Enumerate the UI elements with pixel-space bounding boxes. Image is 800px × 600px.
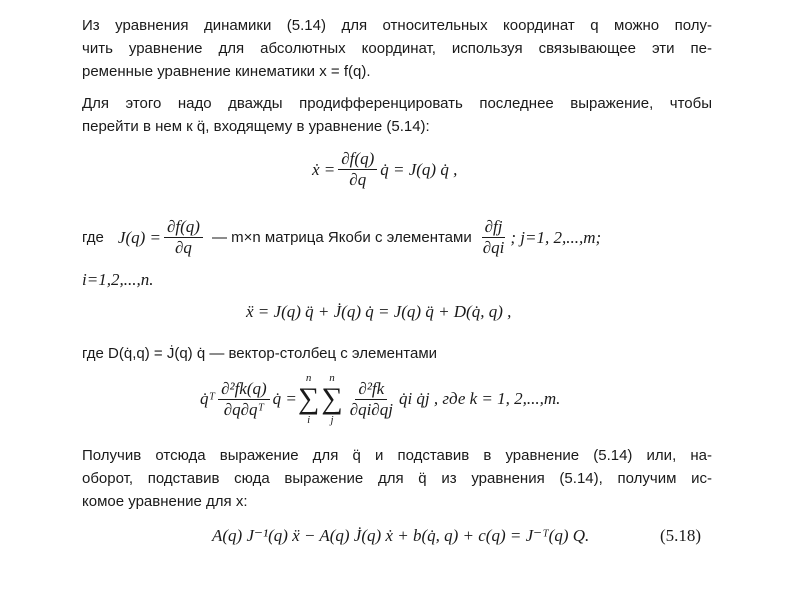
jacobian-element-denominator: ∂qi (482, 238, 505, 257)
sum-i-lower: i (307, 414, 311, 426)
sum-symbol-j: n ∑ j (321, 372, 343, 426)
paragraph-1-line-3: ременные уравнение кинематики x = f(q). (82, 63, 371, 80)
eq1-numerator: ∂f(q) (338, 150, 377, 170)
jacobian-text: — m×n матрица Якоби с элементами (211, 229, 472, 246)
definition-d-line: где D(q̇,q) = J̇(q) q̇ — вектор-столбец с элементами (82, 345, 438, 362)
eq3-denominator-1: ∂q∂qᵀ (223, 399, 265, 419)
eq3-lead: q̇ᵀ (200, 389, 216, 408)
index-range-text: i=1,2,...,n. (82, 270, 154, 289)
paragraph-2 (82, 92, 712, 138)
paragraph-3-line-1: Получив отсюда выражение для q̈ и подставив в уравнение (5.14) или, на- (82, 447, 712, 464)
eq2-text: ẍ = J(q) q̈ + J̇(q) q̇ = J(q) q̈ + D(q̇, q) , (246, 302, 512, 321)
sum-i-upper: n (305, 372, 312, 384)
jacobian-numerator: ∂f(q) (164, 218, 203, 238)
paragraph-1-line-2: чить уравнение для абсолютных координат, используя связывающее эти пе- (82, 40, 712, 57)
paragraph-3-line-2: оборот, подставив сюда выражение для q̈ из уравнения (5.14), получим ис- (82, 470, 712, 487)
eq3-fraction-2 (347, 380, 396, 419)
jacobian-gde: где (82, 229, 104, 246)
jacobian-lhs: J(q) = (117, 227, 161, 247)
equation-d-elements (200, 372, 560, 426)
index-range (82, 270, 153, 290)
eq1-rhs: q̇ = J(q) q̇ , (380, 159, 458, 179)
eq3-denominator-2: ∂qi∂qj (349, 399, 393, 419)
eq3-fraction-1 (218, 380, 270, 419)
equation-final (212, 526, 589, 546)
jacobian-fraction (164, 218, 203, 257)
eq1-fraction (338, 150, 377, 189)
jacobian-element-numerator: ∂fj (482, 218, 506, 238)
sum-j-upper: n (329, 372, 335, 384)
paragraph-2-line-1: Для этого надо дважды продифференцировать последнее выражение, чтобы (82, 95, 712, 112)
sum-symbol-i: n ∑ i (297, 372, 320, 426)
paragraph-2-line-2: перейти в нем к q̈, входящему в уравнение (5.14): (82, 118, 430, 135)
equation-jacobian-line (82, 218, 712, 257)
equation-velocity (312, 150, 457, 189)
jacobian-element-fraction (480, 218, 508, 257)
eq3-tail: q̇i q̇j , где k = 1, 2,...,m. (398, 389, 561, 408)
paragraph-1-line-1: Из уравнения динамики (5.14) для относительных координат q можно полу- (82, 17, 712, 34)
eq1-denominator: ∂q (349, 170, 367, 189)
paragraph-3-line-3: комое уравнение для x: (82, 493, 248, 510)
jacobian-denominator: ∂q (175, 238, 192, 257)
equation-number: (5.18) (660, 526, 702, 545)
paragraph-definition-d (82, 342, 712, 365)
eq3-numerator-1: ∂²fk(q) (218, 380, 270, 400)
eq4-text: A(q) J⁻¹(q) ẍ − A(q) J̇(q) ẋ + b(q̇, q) + c(q) = J⁻ᵀ(q) Q. (212, 526, 590, 545)
sum-j-lower: j (330, 414, 334, 426)
eq3-numerator-2: ∂²fk (355, 380, 387, 400)
equation-acceleration (246, 302, 511, 322)
eq3-mid: q̇ = (272, 389, 297, 408)
paragraph-1 (82, 14, 712, 83)
paragraph-3 (82, 444, 712, 513)
jacobian-tail: ; j=1, 2,...,m; (510, 227, 602, 247)
eq1-lhs: ẋ = (312, 159, 336, 179)
